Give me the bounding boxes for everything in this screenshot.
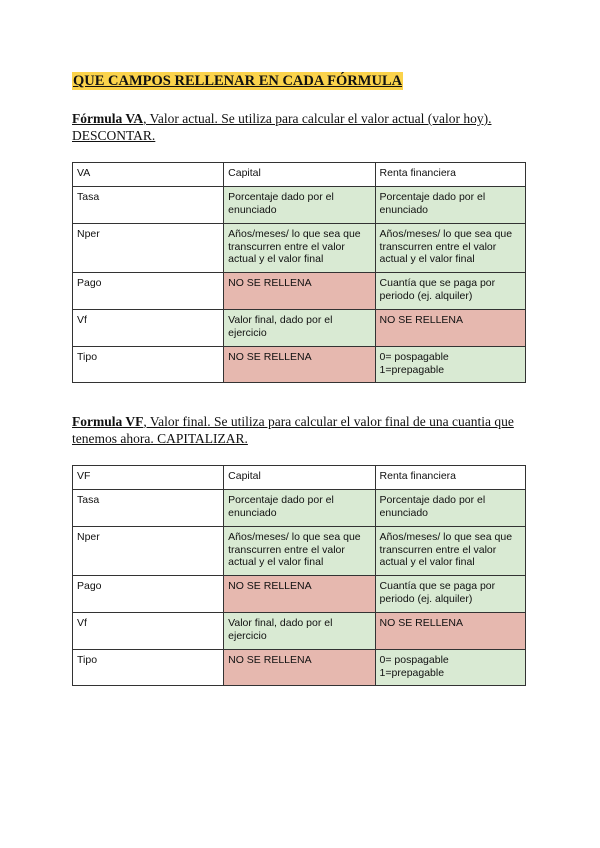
table-row	[73, 650, 526, 686]
section-vf-heading-bold: Formula VF	[72, 414, 144, 429]
table-row	[73, 347, 526, 383]
table-cell: Porcentaje dado por el enunciado	[375, 490, 525, 527]
table-cell: Años/meses/ lo que sea que transcurren entre el valor actual y el valor final	[224, 527, 375, 576]
section-va-heading	[72, 110, 532, 144]
table-cell: VF	[73, 466, 224, 490]
table-cell: Capital	[224, 466, 375, 490]
table-cell: VA	[73, 163, 224, 187]
table-cell: Nper	[73, 224, 224, 273]
table-cell: Cuantía que se paga por periodo (ej. alquiler)	[375, 576, 525, 613]
table-cell: Renta financiera	[375, 163, 525, 187]
table-row	[73, 310, 526, 347]
table-cell: Pago	[73, 273, 224, 310]
table-cell: Vf	[73, 613, 224, 650]
table-row	[73, 527, 526, 576]
section-va-heading-text: , Valor actual. Se utiliza para calcular el valor actual (valor hoy). DESCONTAR.	[72, 111, 492, 143]
table-row	[73, 490, 526, 527]
table-cell: NO SE RELLENA	[375, 310, 525, 347]
table-vf	[72, 465, 526, 686]
table-row	[73, 466, 526, 490]
table-cell: NO SE RELLENA	[224, 650, 375, 686]
table-cell: Porcentaje dado por el enunciado	[375, 187, 525, 224]
table-cell: NO SE RELLENA	[375, 613, 525, 650]
table-row	[73, 613, 526, 650]
section-vf-heading	[72, 413, 532, 447]
table-va	[72, 162, 526, 383]
table-cell: Tasa	[73, 187, 224, 224]
table-row	[73, 187, 526, 224]
table-row	[73, 273, 526, 310]
table-cell: Valor final, dado por el ejercicio	[224, 613, 375, 650]
table-cell: Tipo	[73, 650, 224, 686]
table-cell: NO SE RELLENA	[224, 576, 375, 613]
table-cell: Años/meses/ lo que sea que transcurren entre el valor actual y el valor final	[375, 527, 525, 576]
table-cell: Pago	[73, 576, 224, 613]
page-title: QUE CAMPOS RELLENAR EN CADA FÓRMULA	[73, 73, 403, 89]
table-cell: Porcentaje dado por el enunciado	[224, 187, 375, 224]
table-cell: 0= pospagable 1=prepagable	[375, 650, 525, 686]
section-va-heading-bold: Fórmula VA	[72, 111, 144, 126]
table-cell: Tasa	[73, 490, 224, 527]
table-row	[73, 163, 526, 187]
table-cell: Cuantía que se paga por periodo (ej. alquiler)	[375, 273, 525, 310]
table-cell: Tipo	[73, 347, 224, 383]
table-cell: Capital	[224, 163, 375, 187]
table-cell: Renta financiera	[375, 466, 525, 490]
table-cell: 0= pospagable 1=prepagable	[375, 347, 525, 383]
table-cell: Años/meses/ lo que sea que transcurren entre el valor actual y el valor final	[224, 224, 375, 273]
table-row	[73, 576, 526, 613]
table-cell: Años/meses/ lo que sea que transcurren entre el valor actual y el valor final	[375, 224, 525, 273]
table-cell: Valor final, dado por el ejercicio	[224, 310, 375, 347]
table-cell: NO SE RELLENA	[224, 347, 375, 383]
table-row	[73, 224, 526, 273]
table-cell: Nper	[73, 527, 224, 576]
table-cell: Porcentaje dado por el enunciado	[224, 490, 375, 527]
section-vf-heading-text: , Valor final. Se utiliza para calcular el valor final de una cuantia que tenemos ahora. CAPITALIZAR.	[72, 414, 514, 446]
table-cell: Vf	[73, 310, 224, 347]
table-cell: NO SE RELLENA	[224, 273, 375, 310]
